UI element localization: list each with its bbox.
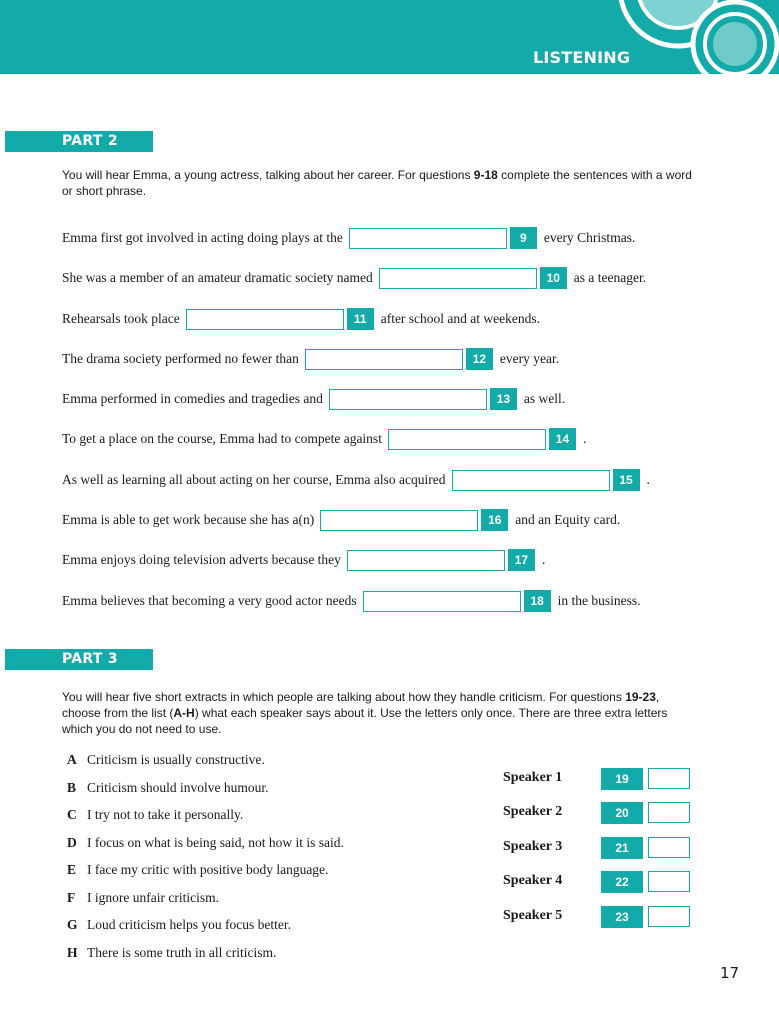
speaker-label: Speaker 1 <box>503 770 563 785</box>
answer-box[interactable] <box>648 837 690 858</box>
part2-instructions-text: You will hear Emma, a young actress, talking about her career. For questions <box>62 168 474 182</box>
sentence-end: every year. <box>499 351 560 366</box>
sentence-end: and an Equity card. <box>515 512 621 527</box>
answer-box[interactable] <box>388 429 546 450</box>
option-item <box>67 916 291 934</box>
option-letter: F <box>67 889 76 905</box>
answer-box[interactable] <box>648 906 690 927</box>
sentence-start: She was a member of an amateur dramatic society named <box>62 270 373 285</box>
sentence-start: As well as learning all about acting on her course, Emma also acquired <box>62 472 446 487</box>
option-letter: H <box>67 944 78 960</box>
option-text: I ignore unfair criticism. <box>87 889 219 905</box>
sentence-row <box>62 590 641 612</box>
sentence-row <box>62 549 545 571</box>
sentence-end: . <box>646 472 650 487</box>
sentence-row <box>62 267 646 289</box>
circles-decoration-icon <box>0 0 779 74</box>
sentence-start: Rehearsals took place <box>62 311 180 326</box>
option-text: I try not to take it personally. <box>87 807 244 822</box>
sentence-start: Emma is able to get work because she has a(n) <box>62 512 315 527</box>
part3-header <box>5 649 153 670</box>
question-number: 10 <box>540 267 567 289</box>
sentence-row <box>62 308 540 330</box>
part2-instructions <box>62 167 702 199</box>
sentence-end: . <box>541 552 546 567</box>
sentence-start: Emma believes that becoming a very good actor needs <box>62 593 357 608</box>
sentence-row <box>62 469 650 491</box>
question-number: 23 <box>601 906 643 928</box>
option-letter: A <box>67 752 77 767</box>
question-number: 13 <box>490 388 517 410</box>
question-number: 17 <box>508 549 535 571</box>
sentence-end: as well. <box>523 391 566 406</box>
option-item <box>67 779 269 797</box>
sentence-start: Emma enjoys doing television adverts because they <box>62 552 341 567</box>
part2-question-range: 9-18 <box>473 168 498 182</box>
answer-box[interactable] <box>648 802 690 823</box>
option-text: Criticism should involve humour. <box>87 779 269 795</box>
answer-box[interactable] <box>452 470 610 491</box>
sentence-start: Emma performed in comedies and tragedies and <box>62 391 323 406</box>
sentence-end: every Christmas. <box>543 230 636 245</box>
option-item <box>67 944 276 962</box>
sentence-start: To get a place on the course, Emma had to compete against <box>62 431 382 446</box>
option-letter: D <box>67 834 77 850</box>
sentence-row <box>62 428 586 450</box>
option-text: I face my critic with positive body language. <box>87 862 329 877</box>
answer-box[interactable] <box>379 268 537 289</box>
part3-instructions-text: You will hear five short extracts in which people are talking about how they handle criticism. For questions <box>62 690 626 704</box>
option-letter: C <box>67 807 77 822</box>
speaker-label: Speaker 5 <box>503 908 563 923</box>
answer-box[interactable] <box>347 550 505 571</box>
part3-question-range: 19-23 <box>625 690 656 704</box>
sentence-row <box>62 509 620 531</box>
answer-box[interactable] <box>363 591 521 612</box>
sentence-row <box>62 227 635 249</box>
question-number: 21 <box>601 837 643 859</box>
answer-box[interactable] <box>648 871 690 892</box>
option-item <box>67 834 344 852</box>
option-text: Criticism is usually constructive. <box>87 752 265 767</box>
sentence-row <box>62 348 559 370</box>
part3-instructions <box>62 689 687 737</box>
part3-instructions-text-mid: , choose from the list ( <box>62 690 660 720</box>
answer-box[interactable] <box>320 510 478 531</box>
answer-box[interactable] <box>349 228 507 249</box>
question-number: 14 <box>549 428 576 450</box>
question-number: 19 <box>601 768 643 790</box>
answer-box[interactable] <box>305 349 463 370</box>
question-number: 11 <box>347 308 374 330</box>
sentence-end: . <box>582 431 587 446</box>
option-item <box>67 889 219 907</box>
page-number: 17 <box>720 964 740 982</box>
speaker-label: Speaker 3 <box>503 839 563 854</box>
option-text: Loud criticism helps you focus better. <box>87 917 291 932</box>
answer-box[interactable] <box>186 309 344 330</box>
speaker-label: Speaker 4 <box>503 873 563 888</box>
part3-title: PART 3 <box>62 651 118 667</box>
option-item <box>67 806 243 824</box>
question-number: 18 <box>524 590 551 612</box>
part2-title: PART 2 <box>62 133 118 149</box>
section-title: LISTENING <box>533 48 631 67</box>
sentence-end: as a teenager. <box>573 270 647 285</box>
question-number: 20 <box>601 802 643 824</box>
speaker-label: Speaker 2 <box>503 804 563 819</box>
question-number: 12 <box>466 348 493 370</box>
option-letter: B <box>67 779 77 795</box>
option-item <box>67 861 328 879</box>
option-letter: G <box>67 917 78 932</box>
option-text: There is some truth in all criticism. <box>87 944 277 960</box>
sentence-end: after school and at weekends. <box>380 311 541 326</box>
question-number: 16 <box>481 509 508 531</box>
part3-instructions-text-end: ) what each speaker says about it. Use the letters only once. There are three extra letters which you do not need to use. <box>62 706 668 736</box>
option-item <box>67 751 265 769</box>
sentence-end: in the business. <box>557 593 641 608</box>
part2-header <box>5 131 153 152</box>
option-letter: E <box>67 862 77 877</box>
sentence-start: Emma first got involved in acting doing plays at the <box>62 230 343 245</box>
question-number: 15 <box>613 469 640 491</box>
answer-box[interactable] <box>329 389 487 410</box>
option-text: I focus on what is being said, not how it is said. <box>87 834 344 850</box>
part2-instructions-text-end: complete the sentences with a word or short phrase. <box>62 168 692 198</box>
header-band <box>0 0 779 74</box>
answer-box[interactable] <box>648 768 690 789</box>
part3-letter-range: A-H <box>173 706 195 720</box>
question-number: 9 <box>510 227 537 249</box>
question-number: 22 <box>601 871 643 893</box>
sentence-start: The drama society performed no fewer than <box>62 351 299 366</box>
sentence-row <box>62 388 565 410</box>
